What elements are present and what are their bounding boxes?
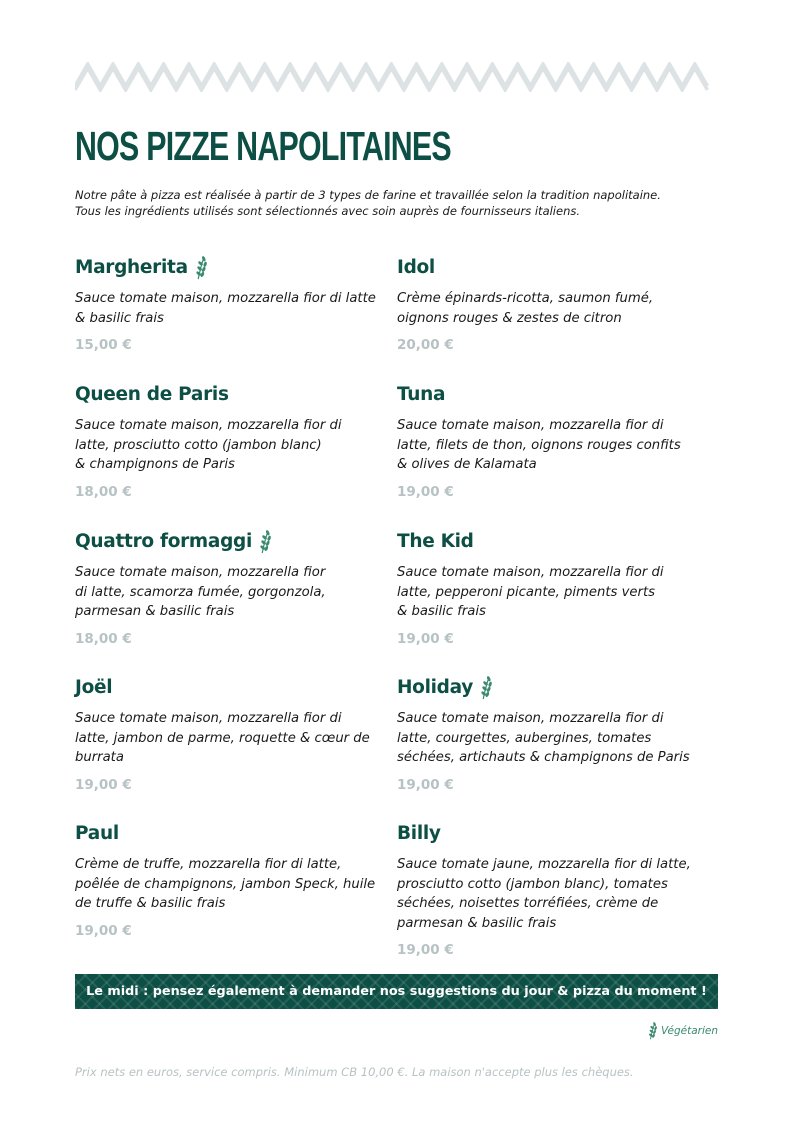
pizza-description <box>75 855 390 914</box>
pizza-price: 19,00 € <box>397 483 454 500</box>
description-line: Sauce tomate jaune, mozzarella fior di latte, <box>397 857 691 872</box>
pizza-item-paul <box>75 822 390 941</box>
pizza-price: 20,00 € <box>397 337 454 353</box>
pizza-price: 19,00 € <box>75 922 132 939</box>
description-line: Sauce tomate maison, mozzarella fior di <box>397 565 664 580</box>
pizza-name: Billy <box>397 823 441 844</box>
pizza-name: Queen de Paris <box>75 384 229 405</box>
description-line: Sauce tomate maison, mozzarella fior di <box>397 711 664 726</box>
pizza-name: Holiday <box>397 677 473 698</box>
pizza-description <box>397 709 712 768</box>
pizza-price: 19,00 € <box>397 942 454 958</box>
description-line: latte, prosciutto cotto (jambon blanc) <box>75 437 322 453</box>
description-line: Crème de truffe, mozzarella fior di latte, <box>75 857 342 872</box>
description-line: séchées, artichauts & champignons de Paris <box>397 750 690 765</box>
pizza-item-queen-de-paris <box>75 383 390 502</box>
description-line: & basilic frais <box>397 604 486 619</box>
pizza-name: The Kid <box>397 531 474 552</box>
description-line: prosciutto cotto (jambon blanc), tomates <box>397 876 668 892</box>
description-line: burrata <box>75 750 124 765</box>
description-line: & olives de Kalamata <box>397 457 537 472</box>
pizza-description <box>397 563 712 622</box>
pizza-name: Tuna <box>397 384 446 405</box>
pizza-price: 18,00 € <box>75 630 132 647</box>
footer-note: Prix nets en euros, service compris. Minimum CB 10,00 €. La maison n'accepte plus les chèques. <box>75 1065 634 1079</box>
description-line: di latte, scamorza fumée, gorgonzola, <box>75 584 326 600</box>
description-line: latte, filets de thon, oignons rouges confits <box>397 437 681 453</box>
banner-text: Le midi : pensez également à demander nos suggestions du jour & pizza du moment ! <box>86 984 707 999</box>
description-line: poêlée de champignons, jambon Speck, huile <box>75 876 376 892</box>
description-line: parmesan & basilic frais <box>397 915 557 931</box>
description-line: séchées, noisettes torréfiées, crème de <box>397 896 659 911</box>
description-line: Sauce tomate maison, mozzarella fior di <box>75 711 342 726</box>
vegetarian-leaf-icon <box>478 676 494 700</box>
description-line: oignons rouges & zestes de citron <box>397 310 622 326</box>
pizza-name: Margherita <box>75 257 188 278</box>
pizza-name: Idol <box>397 257 435 278</box>
pizza-price: 19,00 € <box>75 776 132 793</box>
description-line: Crème épinards-ricotta, saumon fumé, <box>397 291 654 306</box>
vegetarian-leaf-icon <box>257 530 273 554</box>
pizza-description <box>75 563 390 622</box>
pizza-name: Paul <box>75 823 119 844</box>
intro-text <box>75 187 725 219</box>
intro-line: Tous les ingrédients utilisés sont sélectionnés avec soin auprès de fournisseurs italiens. <box>75 204 581 218</box>
vegetarian-leaf-icon <box>647 1022 658 1040</box>
pizza-item-the-kid <box>397 530 712 649</box>
description-line: latte, jambon de parme, roquette & cœur de <box>75 730 370 746</box>
description-line: latte, courgettes, aubergines, tomates <box>397 730 652 746</box>
pizza-description <box>75 416 390 475</box>
description-line: & champignons de Paris <box>75 457 235 472</box>
description-line: latte, pepperoni picante, piments verts <box>397 584 655 600</box>
vegetarian-leaf-icon <box>193 256 209 280</box>
pizza-item-margherita <box>75 256 390 355</box>
pizza-item-holiday <box>397 676 712 795</box>
pizza-description <box>75 289 390 328</box>
pizza-price: 18,00 € <box>75 483 132 500</box>
page-title: NOS PIZZE NAPOLITAINES <box>75 123 451 169</box>
pizza-item-billy <box>397 822 712 960</box>
description-line: parmesan & basilic frais <box>75 604 235 619</box>
zigzag-border <box>75 62 718 92</box>
description-line: Sauce tomate maison, mozzarella fior di latte <box>75 291 376 306</box>
lunch-banner <box>75 974 718 1009</box>
intro-line: Notre pâte à pizza est réalisée à partir de 3 types de farine et travaillée selon la tradition napolitaine. <box>75 188 661 202</box>
description-line: Sauce tomate maison, mozzarella fior <box>75 565 326 580</box>
description-line: & basilic frais <box>75 310 164 326</box>
pizza-price: 19,00 € <box>397 776 454 793</box>
pizza-description <box>397 289 712 328</box>
description-line: Sauce tomate maison, mozzarella fior di <box>397 418 664 433</box>
pizza-price: 19,00 € <box>397 630 454 647</box>
legend-label: Végétarien <box>660 1025 718 1037</box>
pizza-name: Joël <box>75 677 113 698</box>
legend <box>647 1022 718 1040</box>
pizza-name: Quattro formaggi <box>75 531 253 552</box>
pizza-description <box>75 709 390 768</box>
description-line: de truffe & basilic frais <box>75 896 226 911</box>
description-line: Sauce tomate maison, mozzarella fior di <box>75 418 342 433</box>
pizza-item-joel <box>75 676 390 795</box>
pizza-description <box>397 416 712 475</box>
pizza-description <box>397 855 712 933</box>
pizza-item-idol <box>397 256 712 355</box>
pizza-item-tuna <box>397 383 712 502</box>
pizza-price: 15,00 € <box>75 337 132 353</box>
pizza-item-quattro-formaggi <box>75 530 390 649</box>
